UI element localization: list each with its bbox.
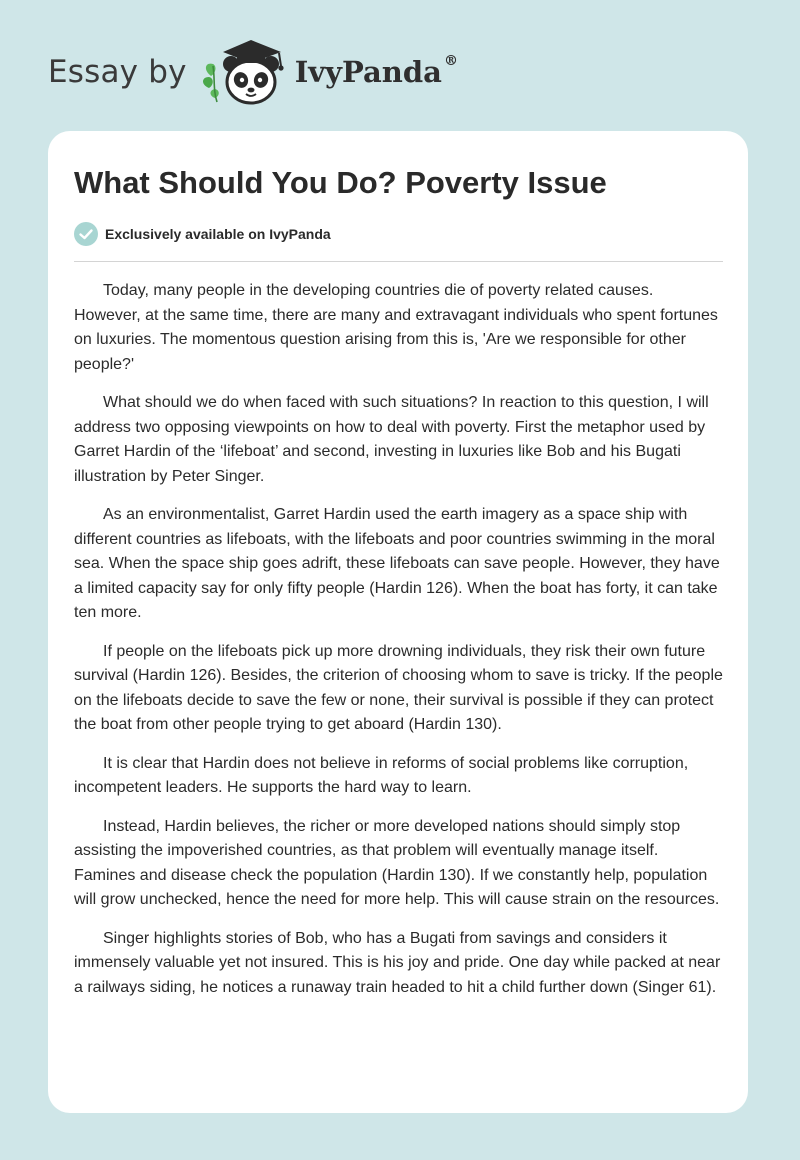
- paragraph-3: As an environmentalist, Garret Hardin used the earth imagery as a space ship with different countries as lifeboats, with the lifeboats and poor countries swimming in the moral sea. When the space ship goes adrift, these lifeboats can save people. However, they have a limited capacity say for only fifty people (Hardin 126). When the boat has forty, it can take ten more.: [74, 506, 720, 621]
- paragraph-6: Instead, Hardin believes, the richer or more developed nations should simply stop assisting the impoverished countries, as that problem will eventually manage itself. Famines and disease check the population (Hardin 130). If we constantly help, population will grow unchecked, hence the need for more help. This will cause strain on the resources.: [74, 817, 720, 908]
- ivypanda-logo-link[interactable]: [201, 36, 458, 108]
- panda-graduate-icon: [201, 36, 293, 108]
- essay-title: What Should You Do? Poverty Issue: [74, 165, 607, 200]
- essay-card: [48, 131, 748, 1113]
- paragraph-1: Today, many people in the developing countries die of poverty related causes. However, at the same time, there are many and extravagant individuals who spent fortunes on luxuries. The momentous question arising from this is, 'Are we responsible for other people?': [74, 282, 718, 373]
- paragraph-4: If people on the lifeboats pick up more drowning individuals, they risk their own future survival (Hardin 126). Besides, the criterion of choosing whom to save is tricky. If the people on the lifeboats decide to save the few or none, their survival is possible if they can protect the boat from other people trying to get aboard (Hardin 130).: [74, 642, 723, 733]
- brand-name: [295, 55, 458, 89]
- site-header: [48, 36, 458, 108]
- paragraph-2: What should we do when faced with such situations? In reaction to this question, I will address two opposing viewpoints on how to deal with poverty. First the metaphor used by Garret Hardin of the ‘lifeboat’ and second, investing in luxuries like Bob and his Bugati illustration by Peter Singer.: [74, 394, 709, 485]
- exclusive-label: Exclusively available on IvyPanda: [105, 226, 331, 242]
- essay-body: [74, 279, 724, 1014]
- paragraph-5: It is clear that Hardin does not believe in reforms of social problems like corruption, incompetent leaders. He supports the hard way to learn.: [74, 754, 689, 796]
- paragraph-7: Singer highlights stories of Bob, who has a Bugati from savings and considers it immensely valuable yet not insured. This is his joy and pride. One day while packed at near a railways siding, he notices a runaway train headed to hit a child further down (Singer 61).: [74, 929, 721, 996]
- check-badge-icon: [74, 222, 98, 246]
- essay-by-label: Essay by: [48, 54, 187, 90]
- registered-mark: ®: [443, 53, 458, 69]
- brand-name-text: IvyPanda: [294, 55, 442, 89]
- title-divider: [74, 261, 723, 262]
- exclusive-availability-note: [74, 222, 331, 246]
